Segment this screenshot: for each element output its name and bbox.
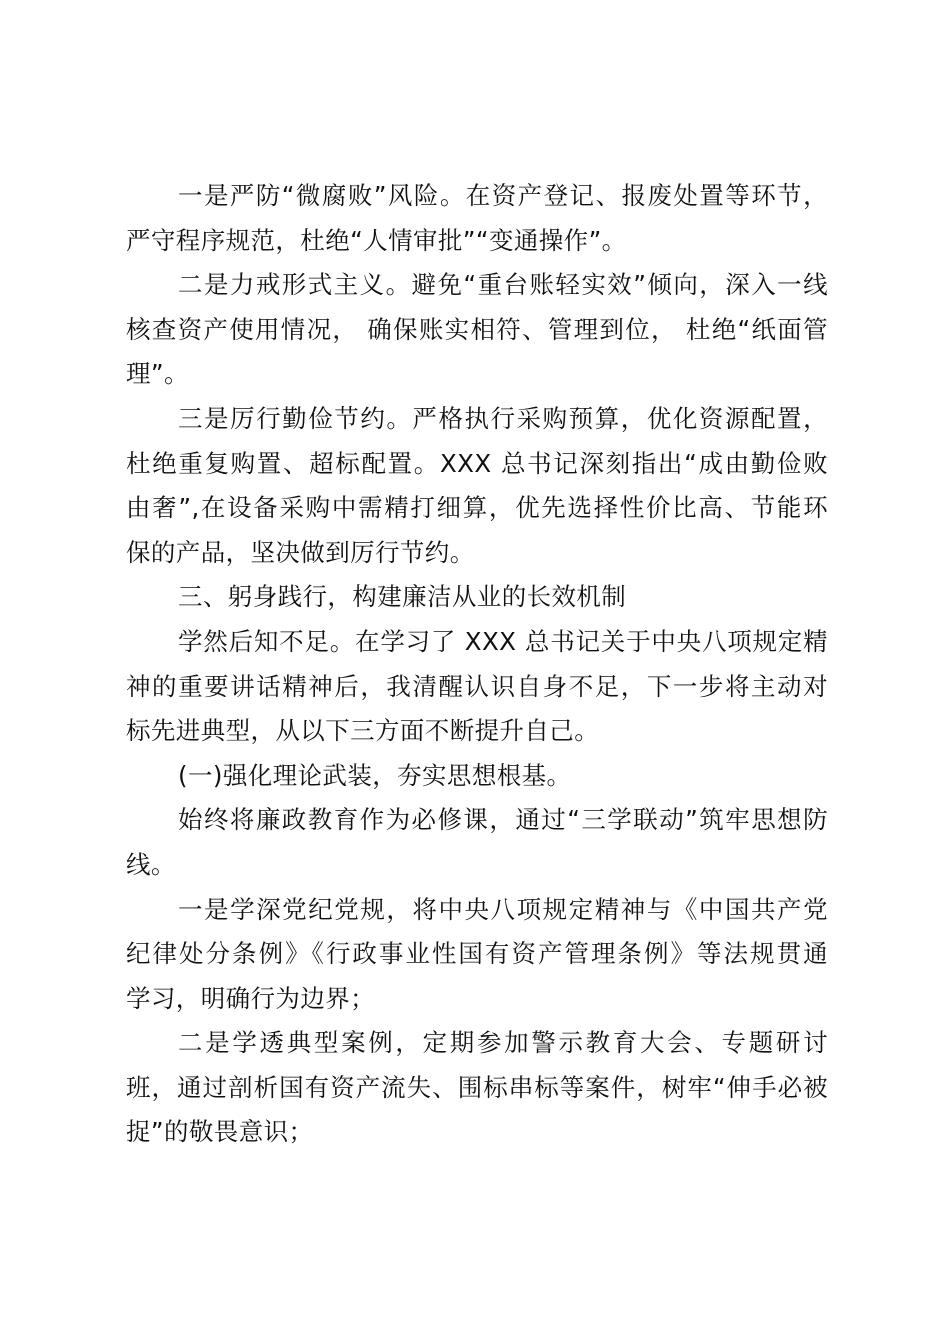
text-line: 保的产品，坚决做到厉行节约。	[126, 537, 475, 567]
text-line: 学习，明确行为边界；	[126, 983, 375, 1013]
text-line: 捉”的敬畏意识；	[126, 1117, 314, 1147]
text-line: 理”。	[126, 359, 189, 389]
text-line: 三是厉行勤俭节约。严格执行采购预算，优化资源配置，	[178, 403, 828, 433]
text-line: 严守程序规范，杜绝“人情审批”“变通操作”。	[126, 225, 627, 255]
text-line: 一是严防“微腐败”风险。在资产登记、报废处置等环节，	[178, 181, 828, 210]
text-line: 始终将廉政教育作为必修课，通过“三学联动”筑牢思想防	[178, 805, 828, 835]
text-line: 杜绝重复购置、超标配置。XXX 总书记深刻指出“成由勤俭败	[126, 448, 828, 478]
text-line: 纪律处分条例》《行政事业性国有资产管理条例》等法规贯通	[126, 939, 828, 969]
document-body	[126, 174, 828, 1155]
text-line: 一是学深党纪党规，将中央八项规定精神与《中国共产党	[178, 894, 828, 924]
text-line: 神的重要讲话精神后，我清醒认识自身不足，下一步将主动对	[126, 671, 828, 701]
text-line: 班，通过剖析国有资产流失、围标串标等案件，树牢“伸手必被	[126, 1072, 828, 1102]
text-line: 线。	[126, 849, 176, 879]
section-heading: 三、躬身践行，构建廉洁从业的长效机制	[178, 582, 627, 612]
text-line: 标先进典型，从以下三方面不断提升自己。	[126, 716, 600, 746]
text-line: 二是力戒形式主义。避免“重台账轻实效”倾向，深入一线	[178, 270, 828, 300]
text-line: 核查资产使用情况， 确保账实相符、管理到位， 杜绝“纸面管	[126, 314, 828, 344]
text-line: 由奢”,在设备采购中需精打细算，优先选择性价比高、节能环	[126, 493, 828, 523]
subsection-heading: (一)强化理论武装，夯实思想根基。	[178, 760, 572, 790]
text-line: 二是学透典型案例，定期参加警示教育大会、专题研讨	[178, 1028, 828, 1058]
text-line: 学然后知不足。在学习了 XXX 总书记关于中央八项规定精	[178, 626, 828, 656]
